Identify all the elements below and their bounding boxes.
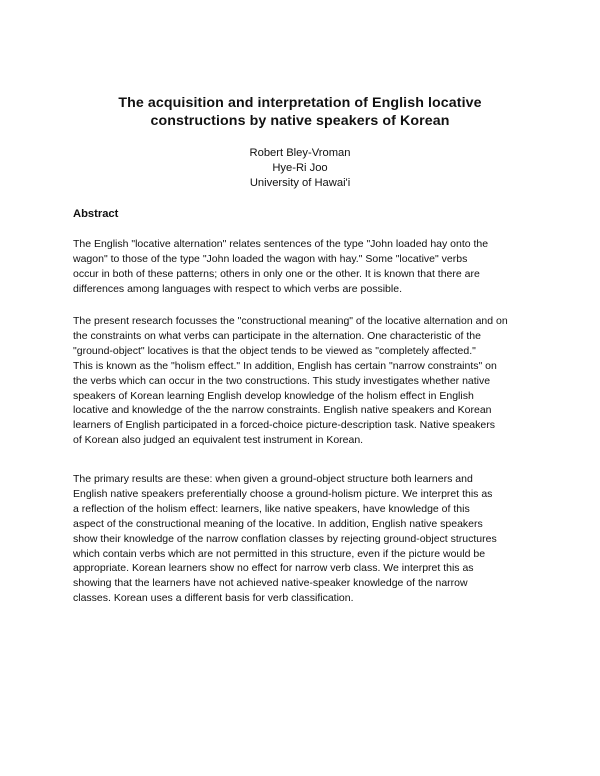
text-line: the constraints on what verbs can participate in the alternation. One characteristic of the	[73, 329, 481, 342]
text-line: occur in both of these patterns; others in only one or the other. It is known that there are	[73, 267, 480, 280]
abstract-paragraph	[73, 472, 543, 606]
author-name: Robert Bley-Vroman	[249, 147, 351, 159]
text-line: show their knowledge of the narrow conflation classes by rejecting ground-object structures	[73, 532, 497, 545]
text-line: of Korean also judged an equivalent test instrument in Korean.	[73, 434, 364, 447]
text-line: appropriate. Korean learners show no effect for narrow verb class. We interpret this as	[73, 562, 474, 575]
text-line: showing that the learners have not achieved native-speaker knowledge of the narrow	[73, 577, 468, 590]
author-name: Hye-Ri Joo	[272, 162, 328, 174]
text-line: locative and knowledge of the the narrow constraints. English native speakers and Korean	[73, 404, 492, 417]
text-line: speakers of Korean learning English develop knowledge of the holism effect in English	[73, 389, 474, 402]
title-line: The acquisition and interpretation of English locative	[118, 95, 482, 111]
text-line: differences among languages with respect to which verbs are possible.	[73, 282, 402, 295]
text-line: "ground-object" locatives is that the object tends to be viewed as "completely affected."	[73, 344, 476, 357]
text-line: a reflection of the holism effect: learners, like native speakers, have knowledge of this	[73, 502, 470, 515]
text-line: which contain verbs which are not permitted in this structure, even if the picture would be	[73, 547, 486, 560]
abstract-heading: Abstract	[73, 208, 119, 220]
text-line: The English "locative alternation" relates sentences of the type "John loaded hay onto the	[73, 238, 489, 250]
text-line: This is known as the "holism effect." In addition, English has certain "narrow constraints" on	[73, 359, 497, 372]
title-line: constructions by native speakers of Korean	[150, 113, 450, 129]
abstract-paragraph	[73, 237, 543, 297]
text-line: the verbs which can occur in the two constructions. This study investigates whether native	[73, 374, 491, 387]
text-line: The present research focusses the "constructional meaning" of the locative alternation and on	[73, 315, 508, 327]
text-line: aspect of the constructional meaning of the locative. In addition, English native speakers	[73, 517, 483, 530]
abstract-paragraph	[73, 314, 543, 448]
text-line: English native speakers preferentially choose a ground-holism picture. We interpret this as	[73, 487, 493, 500]
text-line: wagon" to those of the type "John loaded the wagon with hay." Some "locative" verbs	[73, 252, 468, 265]
text-line: learners of English participated in a forced-choice picture-description task. Native speakers	[73, 419, 495, 432]
text-line: The primary results are these: when given a ground-object structure both learners and	[73, 473, 473, 485]
text-line: classes. Korean uses a different basis for verb classification.	[73, 592, 354, 605]
page-title	[60, 94, 540, 130]
author-affiliation: University of Hawai'i	[249, 177, 351, 189]
author-block	[100, 146, 500, 191]
